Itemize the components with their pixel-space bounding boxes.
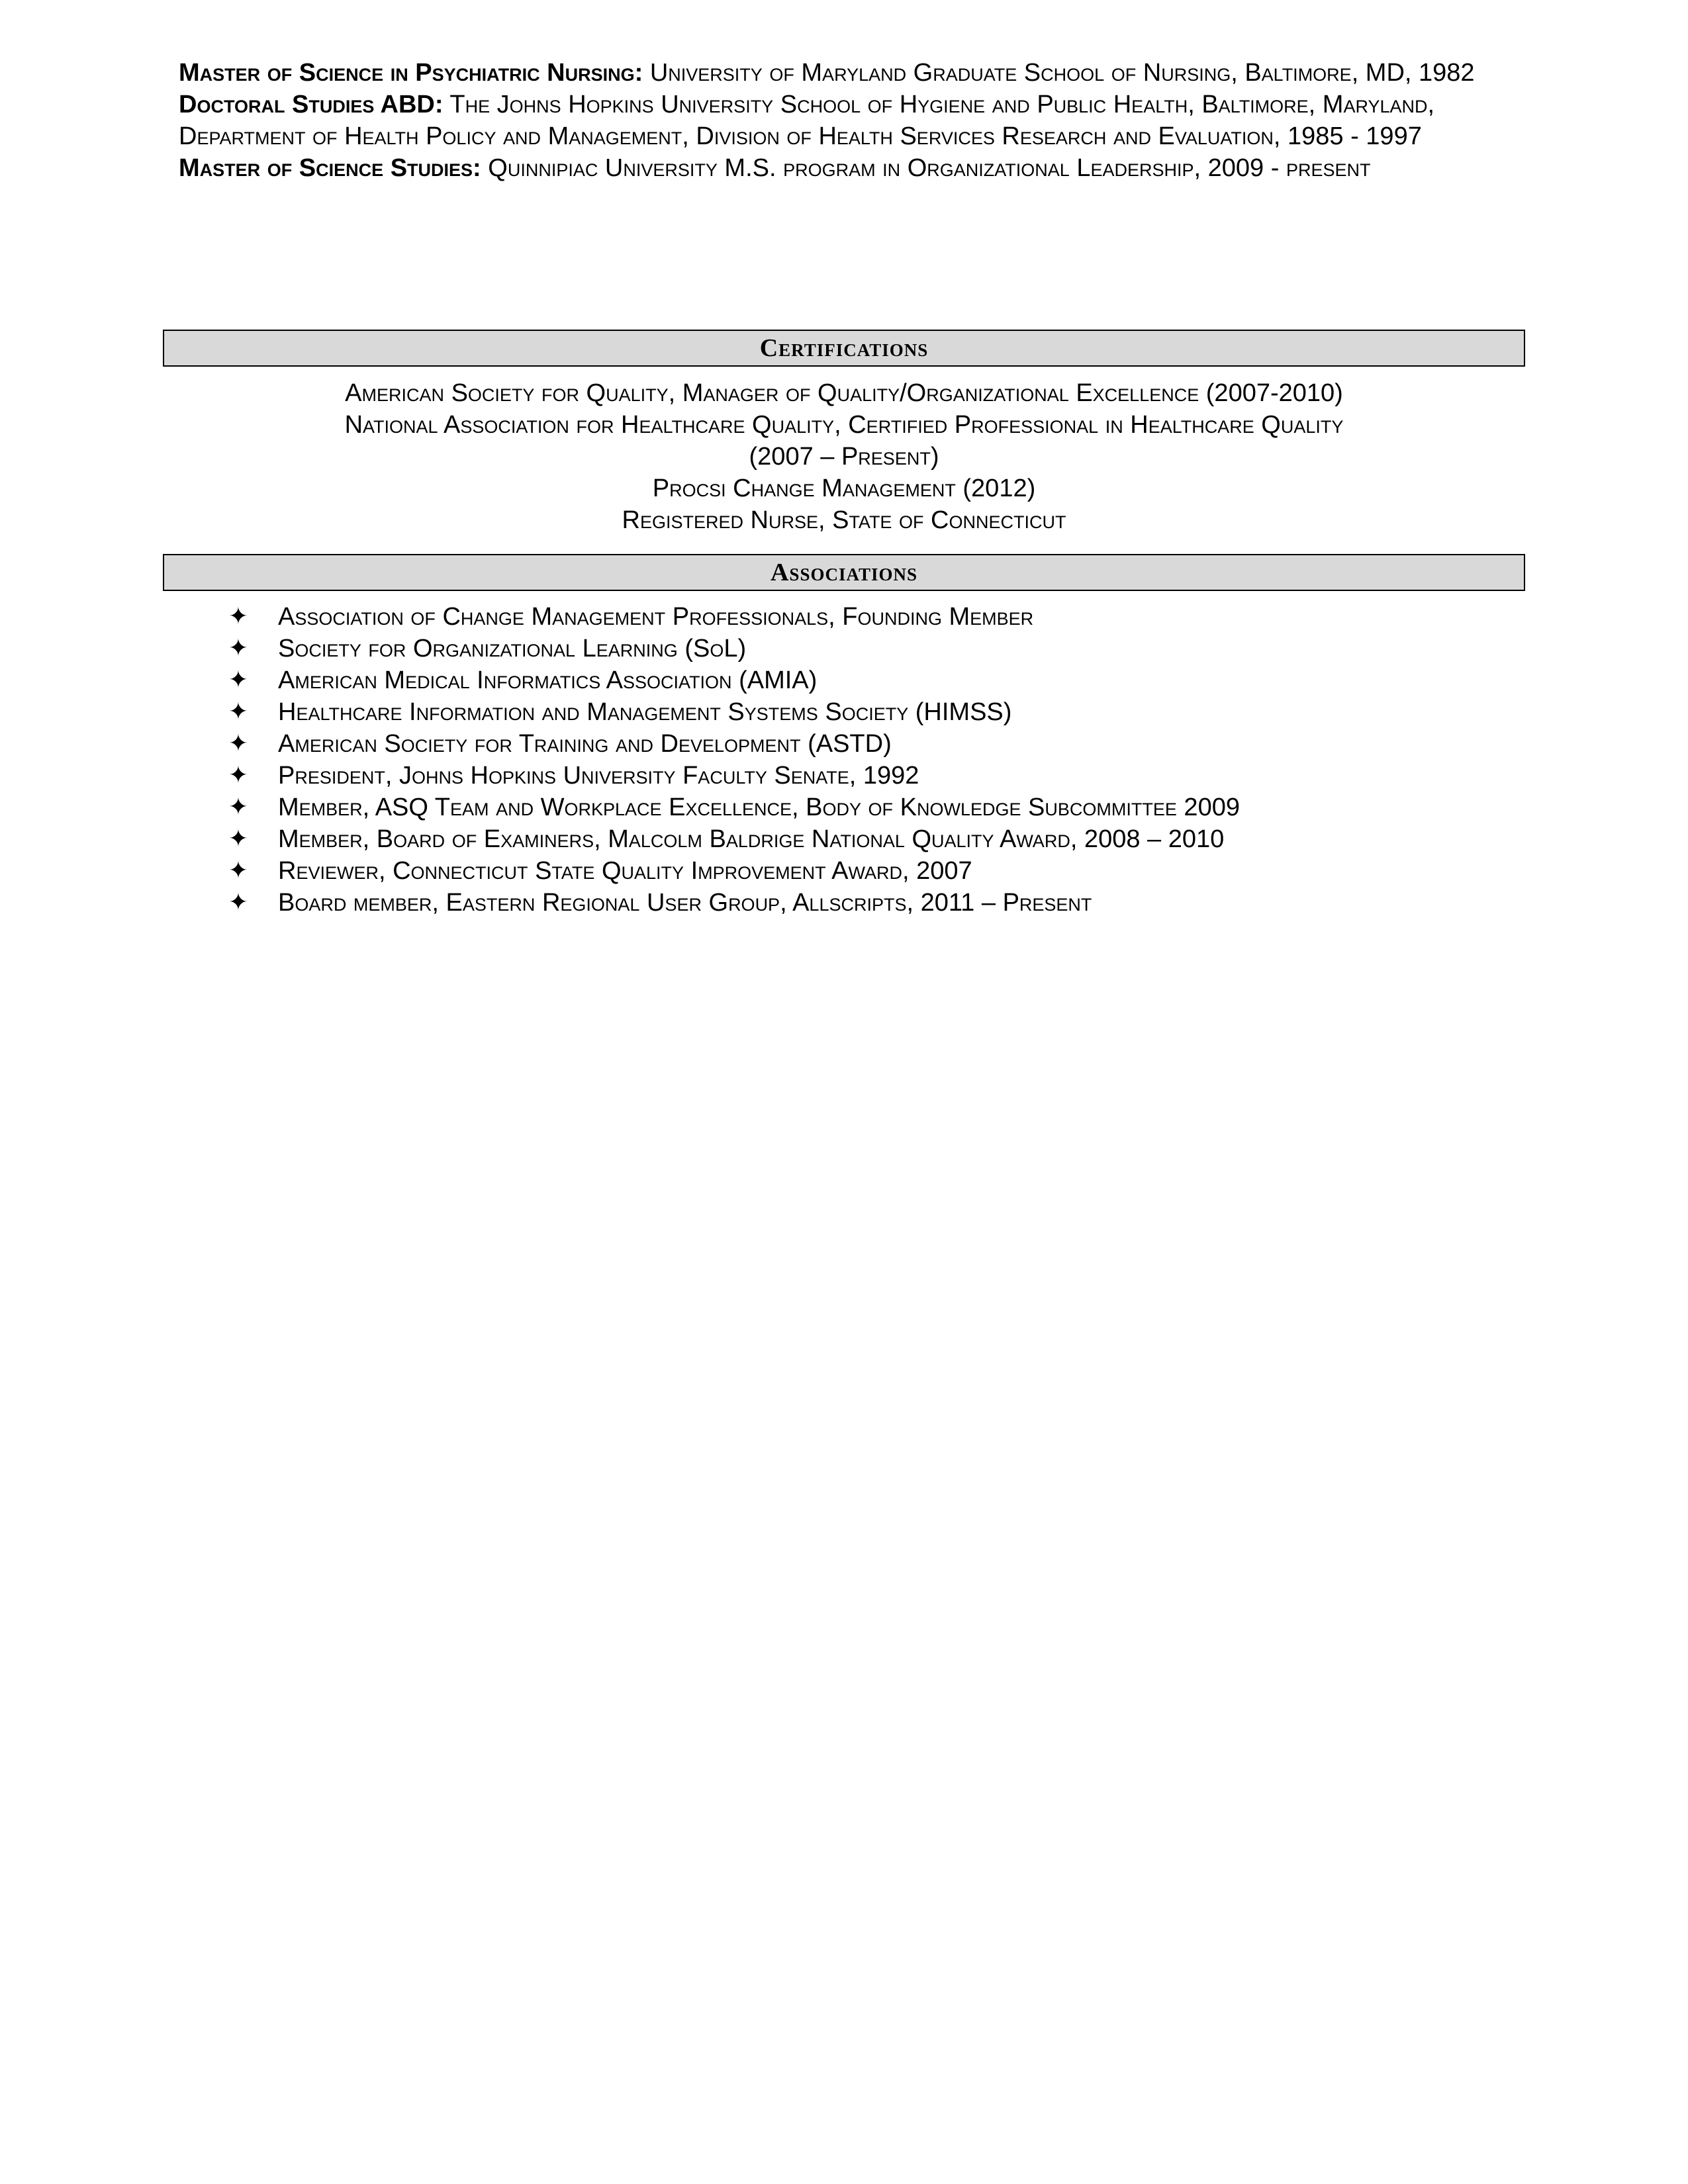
certification-line: Registered Nurse, State of Connecticut — [622, 506, 1066, 534]
education-degree-label: Doctoral Studies ABD: — [179, 91, 444, 118]
four-point-star-bullet-icon: ✦ — [228, 666, 249, 694]
association-text: Healthcare Information and Management Systems Society (HIMSS) — [278, 698, 1012, 726]
association-text: President, Johns Hopkins University Faculty Senate, 1992 — [278, 762, 919, 790]
association-item — [225, 760, 1523, 792]
certification-line: National Association for Healthcare Quality, Certified Professional in Healthcare Quality — [344, 411, 1344, 439]
association-item — [225, 696, 1523, 728]
four-point-star-bullet-icon: ✦ — [228, 889, 249, 916]
association-text: Board member, Eastern Regional User Group, Allscripts, 2011 – Present — [278, 889, 1092, 917]
education-degree-details: University of Maryland Graduate School of Nursing, Baltimore, MD, 1982 — [643, 59, 1475, 87]
association-text: Society for Organizational Learning (SoL) — [278, 635, 747, 662]
association-text: Association of Change Management Professionals, Founding Member — [278, 603, 1034, 631]
association-text: Member, ASQ Team and Workplace Excellence, Body of Knowledge Subcommittee 2009 — [278, 794, 1240, 821]
education-entry — [179, 57, 1496, 89]
association-text: Reviewer, Connecticut State Quality Improvement Award, 2007 — [278, 857, 972, 885]
four-point-star-bullet-icon: ✦ — [228, 762, 249, 789]
education-degree-details: The Johns Hopkins University School of Hygiene and Public Health, Baltimore, Maryland, Department of Health Policy and Management, Division of Health Services Research and Evaluation, 1985 - 1997 — [179, 91, 1435, 150]
certification-line: Procsi Change Management (2012) — [652, 475, 1036, 502]
associations-list — [225, 601, 1523, 919]
association-item — [225, 633, 1523, 664]
education-entry — [179, 89, 1496, 152]
associations-heading: Associations — [163, 554, 1525, 591]
association-text: American Society for Training and Development (ASTD) — [278, 730, 892, 758]
four-point-star-bullet-icon: ✦ — [228, 794, 249, 821]
certifications-list — [163, 377, 1525, 536]
association-item — [225, 792, 1523, 823]
education-entry — [179, 152, 1496, 184]
association-item — [225, 664, 1523, 696]
association-text: Member, Board of Examiners, Malcolm Baldrige National Quality Award, 2008 – 2010 — [278, 825, 1225, 853]
four-point-star-bullet-icon: ✦ — [228, 825, 249, 852]
association-text: American Medical Informatics Association (AMIA) — [278, 666, 818, 694]
four-point-star-bullet-icon: ✦ — [228, 603, 249, 630]
association-item — [225, 887, 1523, 919]
association-item — [225, 823, 1523, 855]
four-point-star-bullet-icon: ✦ — [228, 635, 249, 662]
four-point-star-bullet-icon: ✦ — [228, 730, 249, 757]
certification-line: American Society for Quality, Manager of Quality/Organizational Excellence (2007-2010) — [345, 379, 1343, 407]
education-section — [179, 57, 1496, 184]
education-degree-details: Quinnipiac University M.S. program in Organizational Leadership, 2009 - present — [481, 154, 1371, 182]
education-degree-label: Master of Science in Psychiatric Nursing: — [179, 59, 643, 87]
association-item — [225, 728, 1523, 760]
four-point-star-bullet-icon: ✦ — [228, 857, 249, 884]
four-point-star-bullet-icon: ✦ — [228, 698, 249, 725]
certifications-heading: Certifications — [163, 330, 1525, 367]
education-degree-label: Master of Science Studies: — [179, 154, 481, 182]
association-item — [225, 855, 1523, 887]
certification-line: (2007 – Present) — [749, 443, 939, 471]
association-item — [225, 601, 1523, 633]
